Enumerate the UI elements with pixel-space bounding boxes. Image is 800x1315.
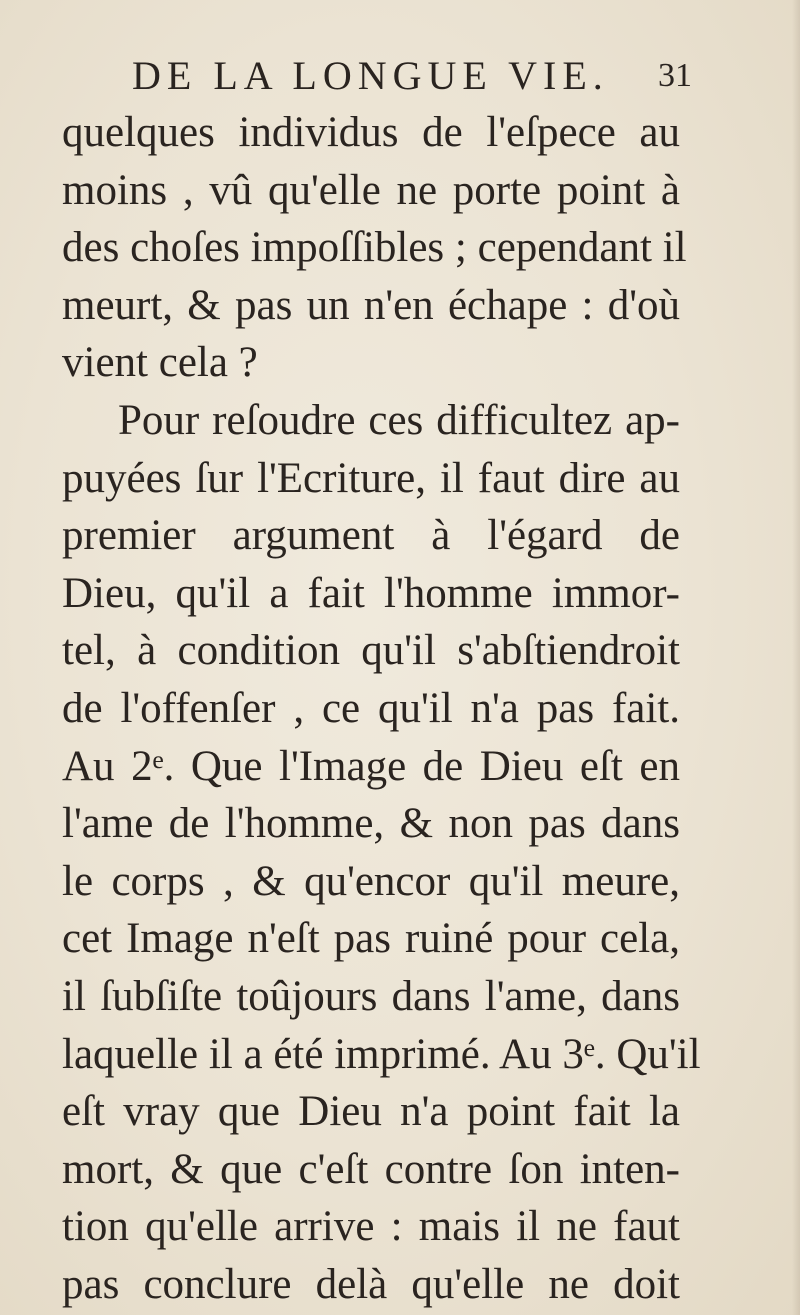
text-line: premier argument à l'égard de [62, 512, 680, 560]
text-line: eſt vray que Dieu n'a point fait la [62, 1088, 680, 1136]
page-number: 31 [658, 57, 692, 94]
text-line: de l'offenſer , ce qu'il n'a pas fait. [62, 684, 680, 732]
text-line-paragraph-start: Pour reſoudre ces difficultez ap- [118, 396, 680, 444]
text-line: moins , vû qu'elle ne porte point à [62, 166, 680, 214]
text-line: le corps , & qu'encor qu'il meure, [62, 857, 680, 905]
text-line: pas conclure delà qu'elle ne doit [62, 1260, 680, 1308]
text-line: mort, & que c'eſt contre ſon inten- [62, 1145, 680, 1193]
text-line: tion qu'elle arrive : mais il ne faut [62, 1203, 680, 1251]
text-line: laquelle il a été imprimé. Au 3ᵉ. Qu'il [62, 1030, 701, 1078]
text-line: Dieu, qu'il a fait l'homme immor- [62, 569, 680, 617]
text-line: vient cela ? [62, 339, 258, 387]
text-line: des choſes impoſſibles ; cependant il [62, 224, 687, 272]
running-title: DE LA LONGUE VIE. [132, 53, 609, 98]
text-line: puyées ſur l'Ecriture, il faut dire au [62, 454, 680, 502]
text-line: l'ame de l'homme, & non pas dans [62, 800, 680, 848]
text-line: cet Image n'eſt pas ruiné pour cela, [62, 915, 680, 963]
running-head [132, 54, 692, 98]
body-text [62, 104, 701, 1313]
text-line: tel, à condition qu'il s'abſtiendroit [62, 627, 680, 675]
text-line: Au 2ᵉ. Que l'Image de Dieu eſt en [62, 742, 680, 790]
text-line: il ſubſiſte toûjours dans l'ame, dans [62, 972, 680, 1020]
text-line: meurt, & pas un n'en échape : d'où [62, 281, 680, 329]
text-line: quelques individus de l'eſpece au [62, 109, 680, 156]
